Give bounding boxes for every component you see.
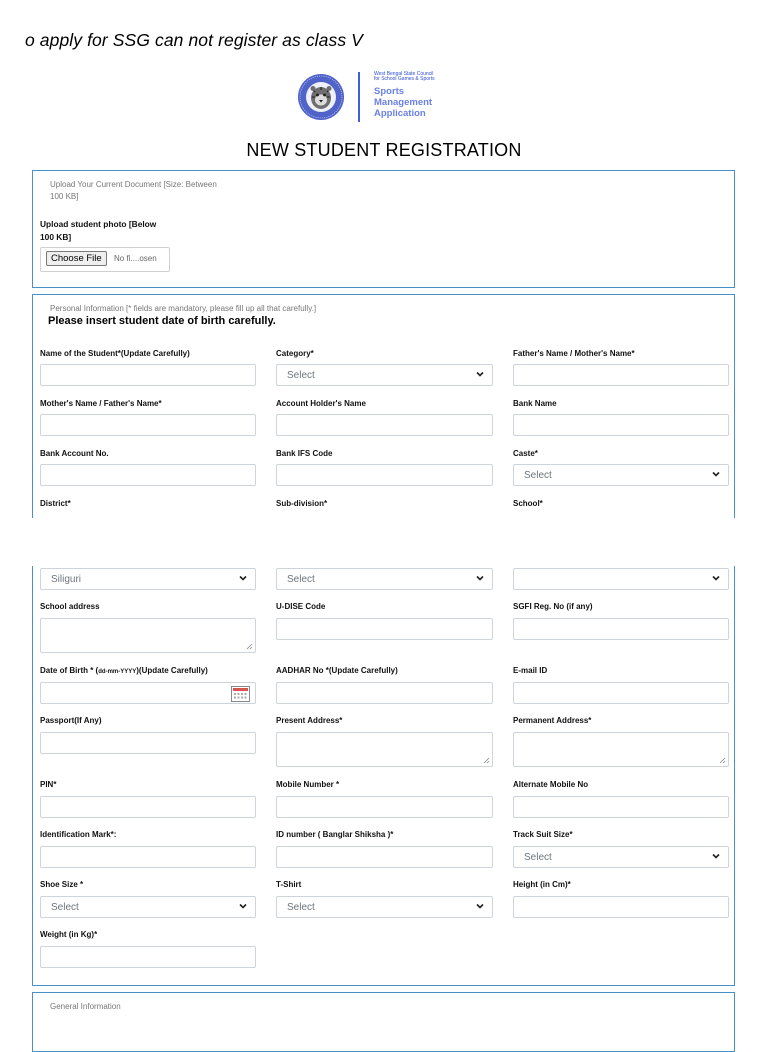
height-input[interactable] xyxy=(513,896,729,918)
alt-mobile-input[interactable] xyxy=(513,796,729,818)
track-suit-select[interactable] xyxy=(513,846,729,868)
photo-upload-label: Upload student photo [Below 100 KB] xyxy=(40,219,157,242)
logo-org-name: West Bengal State Council for School Games & Sports xyxy=(374,71,435,83)
pin-label: PIN* xyxy=(40,780,57,789)
personal-information-continued xyxy=(32,566,735,986)
chevron-down-icon xyxy=(238,572,248,584)
page-title: NEW STUDENT REGISTRATION xyxy=(246,140,522,160)
school-select[interactable] xyxy=(513,568,729,590)
shoe-size-select[interactable] xyxy=(40,896,256,918)
tiger-seal-icon xyxy=(297,73,345,121)
school-address-textarea[interactable] xyxy=(40,618,256,653)
permanent-address-textarea[interactable] xyxy=(513,732,729,767)
pin-input[interactable] xyxy=(40,796,256,818)
subdivision-select[interactable] xyxy=(276,568,493,590)
school-address-label: School address xyxy=(40,602,100,611)
tshirt-label: T-Shirt xyxy=(276,880,302,889)
dob-label: Date of Birth * (dd-mm-YYYY)(Update Carefully) xyxy=(40,666,208,675)
chevron-down-icon xyxy=(711,572,721,584)
bank-name-input[interactable] xyxy=(513,414,729,436)
height-label: Height (in Cm)* xyxy=(513,880,571,889)
category-select[interactable] xyxy=(276,364,493,386)
mobile-label: Mobile Number * xyxy=(276,780,340,789)
chevron-down-icon xyxy=(475,900,485,912)
upload-document-section xyxy=(32,170,735,288)
email-input[interactable] xyxy=(513,682,729,704)
school-label: School* xyxy=(513,499,543,508)
mobile-input[interactable] xyxy=(276,796,493,818)
resize-grip-icon xyxy=(719,757,726,764)
bank-account-input[interactable] xyxy=(40,464,256,486)
identification-label: Identification Mark*: xyxy=(40,830,117,839)
resize-grip-icon xyxy=(483,757,490,764)
caste-label: Caste* xyxy=(513,449,538,458)
student-name-label: Name of the Student*(Update Carefully) xyxy=(40,349,190,358)
id-number-label: ID number ( Banglar Shiksha )* xyxy=(276,830,394,839)
aadhar-label: AADHAR No *(Update Carefully) xyxy=(276,666,398,675)
dob-input[interactable] xyxy=(40,682,256,704)
present-address-label: Present Address* xyxy=(276,716,343,725)
caste-select[interactable] xyxy=(513,464,729,486)
shoe-size-label: Shoe Size * xyxy=(40,880,84,889)
email-label: E-mail ID xyxy=(513,666,548,675)
calendar-icon[interactable] xyxy=(231,686,250,702)
account-holder-label: Account Holder's Name xyxy=(276,399,366,408)
chevron-down-icon xyxy=(711,468,721,480)
father-mother-label: Father's Name / Mother's Name* xyxy=(513,349,635,358)
ifsc-label: Bank IFS Code xyxy=(276,449,333,458)
resize-grip-icon xyxy=(246,643,253,650)
udise-input[interactable] xyxy=(276,618,493,640)
weight-label: Weight (in Kg)* xyxy=(40,930,98,939)
mother-father-input[interactable] xyxy=(40,414,256,436)
bank-account-label: Bank Account No. xyxy=(40,449,109,458)
photo-file-input[interactable] xyxy=(40,247,170,272)
shoe-size-value: Select xyxy=(51,902,79,913)
caste-value: Select xyxy=(524,470,552,481)
chevron-down-icon xyxy=(475,572,485,584)
district-label: District* xyxy=(40,499,71,508)
father-mother-input[interactable] xyxy=(513,364,729,386)
permanent-address-label: Permanent Address* xyxy=(513,716,592,725)
category-value: Select xyxy=(287,370,315,381)
bank-name-label: Bank Name xyxy=(513,399,557,408)
subdivision-value: Select xyxy=(287,574,315,585)
logo-divider xyxy=(358,72,360,122)
no-file-chosen-text: No fi....osen xyxy=(114,254,157,263)
alt-mobile-label: Alternate Mobile No xyxy=(513,780,589,789)
aadhar-input[interactable] xyxy=(276,682,493,704)
udise-label: U-DISE Code xyxy=(276,602,326,611)
identification-input[interactable] xyxy=(40,846,256,868)
general-information-section xyxy=(32,992,735,1052)
dob-warning: Please insert student date of birth carefully. xyxy=(48,315,276,327)
district-select[interactable] xyxy=(40,568,256,590)
passport-input[interactable] xyxy=(40,732,256,754)
general-legend: General Information xyxy=(50,1002,121,1011)
weight-input[interactable] xyxy=(40,946,256,968)
subdivision-label: Sub-division* xyxy=(276,499,328,508)
sports-council-logo xyxy=(297,70,472,124)
chevron-down-icon xyxy=(711,850,721,862)
chevron-down-icon xyxy=(475,368,485,380)
track-suit-value: Select xyxy=(524,852,552,863)
id-number-input[interactable] xyxy=(276,846,493,868)
logo-app-name: Sports Management Application xyxy=(374,86,433,120)
student-name-input[interactable] xyxy=(40,364,256,386)
category-label: Category* xyxy=(276,349,314,358)
account-holder-input[interactable] xyxy=(276,414,493,436)
upload-legend: Upload Your Current Document [Size: Between 100 KB] xyxy=(50,180,217,201)
tshirt-select[interactable] xyxy=(276,896,493,918)
ifsc-input[interactable] xyxy=(276,464,493,486)
choose-file-button[interactable]: Choose File xyxy=(46,251,107,266)
chevron-down-icon xyxy=(238,900,248,912)
tshirt-value: Select xyxy=(287,902,315,913)
top-note: o apply for SSG can not register as class V xyxy=(25,30,363,50)
mother-father-label: Mother's Name / Father's Name* xyxy=(40,399,162,408)
passport-label: Passport(If Any) xyxy=(40,716,102,725)
personal-legend: Personal Information [* fields are mandatory, please fill up all that carefully.] xyxy=(50,304,317,313)
sgfi-input[interactable] xyxy=(513,618,729,640)
district-value: Siliguri xyxy=(51,574,82,585)
present-address-textarea[interactable] xyxy=(276,732,493,767)
personal-information-section xyxy=(32,294,735,518)
sgfi-label: SGFI Reg. No (if any) xyxy=(513,602,593,611)
track-suit-label: Track Suit Size* xyxy=(513,830,573,839)
